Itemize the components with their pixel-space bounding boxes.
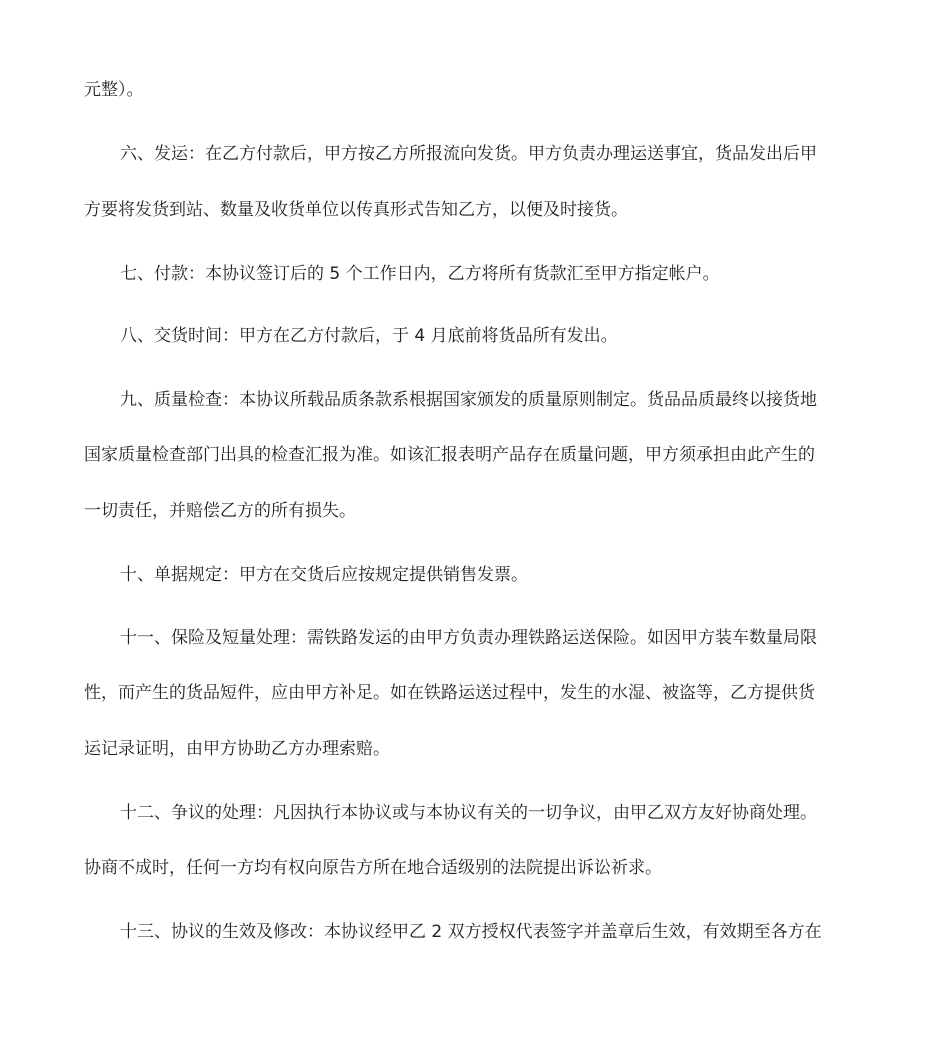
text-line-12: 运记录证明，由甲方协助乙方办理索赔。 xyxy=(84,739,390,759)
text-line-2: 六、发运：在乙方付款后，甲方按乙方所报流向发货。甲方负责办理运送事宜，货品发出后甲 xyxy=(120,144,817,164)
text-line-9: 十、单据规定：甲方在交货后应按规定提供销售发票。 xyxy=(120,565,528,585)
text-line-13: 十二、争议的处理：凡因执行本协议或与本协议有关的一切争议，由甲乙双方友好协商处理。 xyxy=(120,803,817,823)
text-line-6: 九、质量检查：本协议所载品质条款系根据国家颁发的质量原则制定。货品品质最终以接货地 xyxy=(120,390,817,410)
text-line-4: 七、付款：本协议签订后的 5 个工作日内，乙方将所有货款汇至甲方指定帐户。 xyxy=(120,264,720,284)
text-line-7: 国家质量检查部门出具的检查汇报为准。如该汇报表明产品存在质量问题，甲方须承担由此产生的 xyxy=(84,445,815,465)
text-line-15: 十三、协议的生效及修改：本协议经甲乙 2 双方授权代表签字并盖章后生效，有效期至各方在 xyxy=(120,922,822,942)
text-line-14: 协商不成时，任何一方均有权向原告方所在地合适级别的法院提出诉讼祈求。 xyxy=(84,858,662,878)
text-line-11: 性，而产生的货品短件，应由甲方补足。如在铁路运送过程中，发生的水湿、被盗等，乙方提供货 xyxy=(84,683,815,703)
text-line-5: 八、交货时间：甲方在乙方付款后，于 4 月底前将货品所有发出。 xyxy=(120,326,618,346)
text-line-1: 元整）。 xyxy=(84,80,144,100)
text-line-3: 方要将发货到站、数量及收货单位以传真形式告知乙方，以便及时接货。 xyxy=(84,200,628,220)
text-line-10: 十一、保险及短量处理：需铁路发运的由甲方负责办理铁路运送保险。如因甲方装车数量局限 xyxy=(120,628,817,648)
text-line-8: 一切责任，并赔偿乙方的所有损失。 xyxy=(84,501,356,521)
